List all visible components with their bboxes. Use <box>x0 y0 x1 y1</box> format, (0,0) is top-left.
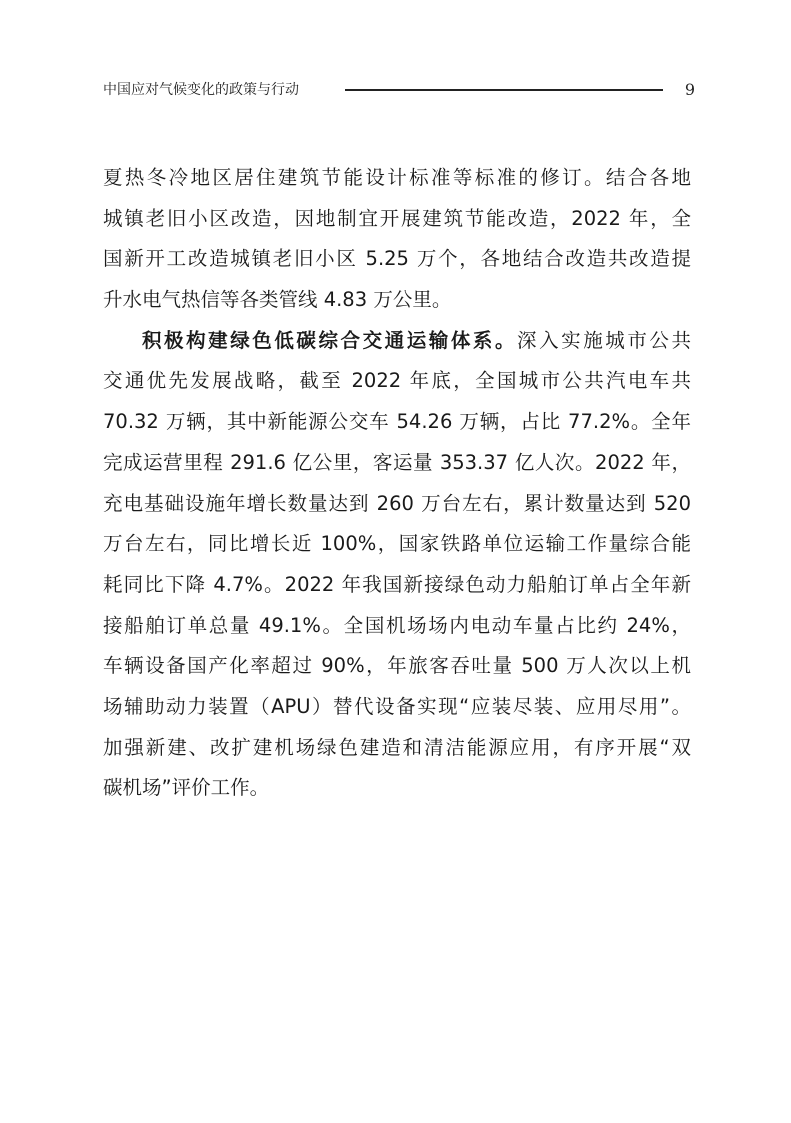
text-line: 国新开工改造城镇老旧小区 5.25 万个，各地结合改造共改造提 <box>103 247 691 271</box>
heading-continuation: 深入实施城市公共 <box>517 328 691 352</box>
text-line: 充电基础设施年增长数量达到 260 万台左右，累计数量达到 520 <box>103 491 691 515</box>
header-title: 中国应对气候变化的政策与行动 <box>103 82 299 98</box>
text-line: 加强新建、改扩建机场绿色建造和清洁能源应用，有序开展“双 <box>103 735 691 759</box>
text-line: 耗同比下降 4.7%。2022 年我国新接绿色动力船舶订单占全年新 <box>103 572 691 596</box>
text-line: 完成运营里程 291.6 亿公里，客运量 353.37 亿人次。2022 年， <box>103 450 691 474</box>
text-line: 城镇老旧小区改造，因地制宜开展建筑节能改造，2022 年，全 <box>103 206 691 230</box>
text-line: 碳机场”评价工作。 <box>103 776 270 800</box>
text-line: 升水电气热信等各类管线 4.83 万公里。 <box>103 288 452 312</box>
text-line: 夏热冬冷地区居住建筑节能设计标准等标准的修订。结合各地 <box>103 166 691 189</box>
paragraph-building-energy <box>103 158 691 321</box>
running-header <box>103 78 703 102</box>
text-line: 交通优先发展战略，截至 2022 年底，全国城市公共汽电车共 <box>103 369 691 393</box>
paragraph-green-transport <box>103 321 691 809</box>
page-number: 9 <box>684 80 695 99</box>
header-rule <box>345 89 663 91</box>
text-line: 接船舶订单总量 49.1%。全国机场场内电动车量占比约 24%， <box>103 613 691 637</box>
body-text <box>103 158 691 809</box>
text-line: 70.32 万辆，其中新能源公交车 54.26 万辆，占比 77.2%。全年 <box>103 410 691 434</box>
text-line: 万台左右，同比增长近 100%，国家铁路单位运输工作量综合能 <box>103 532 691 556</box>
paragraph-heading: 积极构建绿色低碳综合交通运输体系。 <box>142 328 518 352</box>
text-line: 车辆设备国产化率超过 90%，年旅客吞吐量 500 万人次以上机 <box>103 654 691 678</box>
text-line <box>103 321 691 362</box>
text-line: 场辅助动力装置（APU）替代设备实现“应装尽装、应用尽用”。 <box>103 694 691 718</box>
